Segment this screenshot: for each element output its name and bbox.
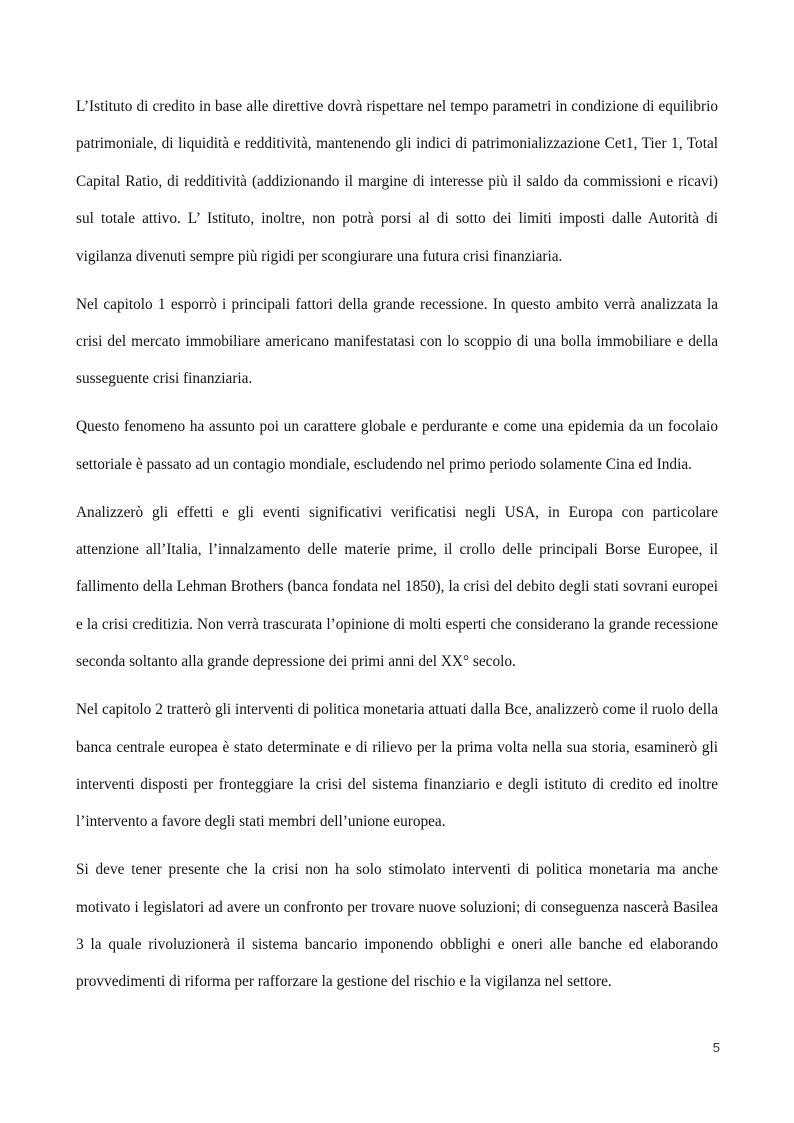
paragraph-4: Analizzerò gli effetti e gli eventi significativi verificatisi negli USA, in Europa con particolare attenzione all’Italia, l’innalzamento delle materie prime, il crollo delle principali Borse Europee, il fallimento della Lehman Brothers (banca fondata nel 1850), la crisi del debito degli stati sovrani europei e la crisi creditizia. Non verrà trascurata l’opinione di molti esperti che considerano la grande recessione seconda soltanto alla grande depressione dei primi anni del XX° secolo.: [76, 503, 718, 671]
page-number: 5: [712, 1040, 720, 1055]
paragraph-6: Si deve tener presente che la crisi non ha solo stimolato interventi di politica monetaria ma anche motivato i legislatori ad avere un confronto per trovare nuove soluzioni; di conseguenza nascerà Basilea 3 la quale rivoluzionerà il sistema bancario imponendo obblighi e oneri alle banche ed elaborando provvedimenti di riforma per rafforzare la gestione del rischio e la vigilanza nel settore.: [76, 861, 718, 991]
paragraph-2: Nel capitolo 1 esporrò i principali fattori della grande recessione. In questo ambito verrà analizzata la crisi del mercato immobiliare americano manifestatasi con lo scoppio di una bolla immobiliare e della susseguente crisi finanziaria.: [76, 295, 718, 388]
paragraph-3: Questo fenomeno ha assunto poi un carattere globale e perdurante e come una epidemia da un focolaio settoriale è passato ad un contagio mondiale, escludendo nel primo periodo solamente Cina ed India.: [76, 418, 718, 473]
paragraph-5: Nel capitolo 2 tratterò gli interventi di politica monetaria attuati dalla Bce, analizzerò come il ruolo della banca centrale europea è stato determinate e di rilievo per la prima volta nella sua storia, esaminerò gli interventi disposti per fronteggiare la crisi del sistema finanziario e degli istituto di credito ed inoltre l’intervento a favore degli stati membri dell’unione europea.: [76, 701, 718, 831]
paragraph-1: L’Istituto di credito in base alle direttive dovrà rispettare nel tempo parametri in condizione di equilibrio patrimoniale, di liquidità e redditività, mantenendo gli indici di patrimonializzazione Cet1, Tier 1, Total Capital Ratio, di redditività (addizionando il margine di interesse più il saldo da commissioni e ricavi) sul totale attivo. L’ Istituto, inoltre, non potrà porsi al di sotto dei limiti imposti dalle Autorità di vigilanza divenuti sempre più rigidi per scongiurare una futura crisi finanziaria.: [76, 98, 718, 265]
body-text: [76, 88, 718, 1011]
